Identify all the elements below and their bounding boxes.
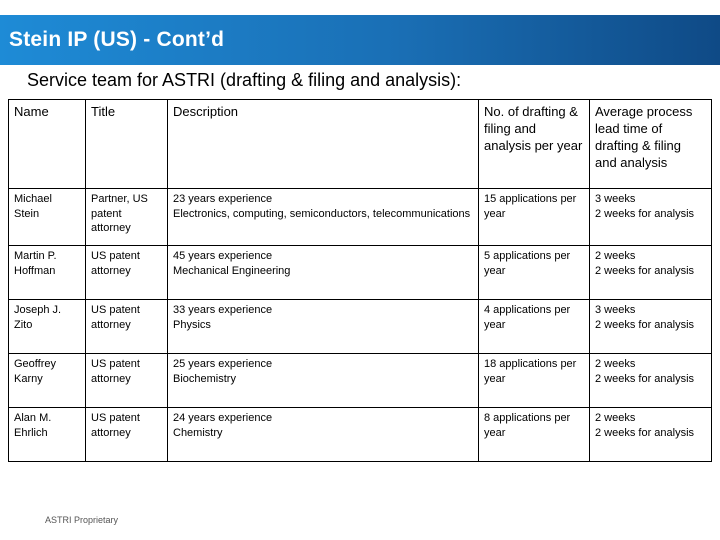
cell-name: Alan M. Ehrlich	[9, 408, 86, 462]
table-row	[9, 300, 712, 354]
description-experience: 45 years experience	[173, 250, 273, 262]
footer-proprietary: ASTRI Proprietary	[45, 515, 119, 525]
cell-description	[168, 354, 479, 408]
lead-time-analysis: 2 weeks for analysis	[595, 207, 695, 220]
section-subtitle: Service team for ASTRI (drafting & filing and analysis):	[27, 70, 462, 90]
header-title: Title	[86, 100, 168, 189]
page-title: Stein IP (US) - Cont’d	[9, 28, 225, 51]
cell-name: Joseph J. Zito	[9, 300, 86, 354]
cell-lead-time	[590, 246, 712, 300]
header-lead-time: Average process lead time of drafting & filing and analysis	[590, 100, 712, 189]
lead-time-analysis: 2 weeks for analysis	[595, 318, 695, 331]
cell-name: Michael Stein	[9, 189, 86, 246]
cell-count: 8 applications per year	[479, 408, 590, 462]
cell-count: 15 applications per year	[479, 189, 590, 246]
cell-lead-time	[590, 189, 712, 246]
lead-time-analysis: 2 weeks for analysis	[595, 372, 695, 385]
cell-lead-time	[590, 408, 712, 462]
cell-title: US patent attorney	[86, 246, 168, 300]
lead-time-drafting: 2 weeks	[595, 358, 636, 370]
table-row	[9, 408, 712, 462]
cell-title: Partner, US patent attorney	[86, 189, 168, 246]
header-description: Description	[168, 100, 479, 189]
lead-time-drafting: 2 weeks	[595, 250, 636, 262]
description-experience: 33 years experience	[173, 304, 273, 316]
table-row	[9, 189, 712, 246]
description-experience: 25 years experience	[173, 358, 273, 370]
header-count: No. of drafting & filing and analysis per year	[479, 100, 590, 189]
lead-time-analysis: 2 weeks for analysis	[595, 264, 695, 277]
description-field: Biochemistry	[173, 372, 236, 385]
cell-lead-time	[590, 300, 712, 354]
service-team-table	[8, 99, 712, 462]
cell-title: US patent attorney	[86, 408, 168, 462]
description-experience: 24 years experience	[173, 412, 273, 424]
cell-description	[168, 189, 479, 246]
table-row	[9, 354, 712, 408]
lead-time-analysis: 2 weeks for analysis	[595, 426, 695, 439]
description-field: Electronics, computing, semiconductors, telecommunications	[173, 207, 471, 220]
cell-name: Geoffrey Karny	[9, 354, 86, 408]
description-experience: 23 years experience	[173, 193, 273, 205]
cell-description	[168, 246, 479, 300]
cell-description	[168, 408, 479, 462]
table-header-row	[9, 100, 712, 189]
cell-count: 5 applications per year	[479, 246, 590, 300]
lead-time-drafting: 3 weeks	[595, 193, 636, 205]
cell-count: 4 applications per year	[479, 300, 590, 354]
lead-time-drafting: 3 weeks	[595, 304, 636, 316]
lead-time-drafting: 2 weeks	[595, 412, 636, 424]
cell-title: US patent attorney	[86, 354, 168, 408]
cell-name: Martin P. Hoffman	[9, 246, 86, 300]
header-name: Name	[9, 100, 86, 189]
title-banner	[0, 15, 720, 65]
table-row	[9, 246, 712, 300]
cell-count: 18 applications per year	[479, 354, 590, 408]
cell-description	[168, 300, 479, 354]
cell-lead-time	[590, 354, 712, 408]
description-field: Chemistry	[173, 426, 223, 439]
description-field: Mechanical Engineering	[173, 264, 291, 277]
cell-title: US patent attorney	[86, 300, 168, 354]
description-field: Physics	[173, 318, 211, 331]
